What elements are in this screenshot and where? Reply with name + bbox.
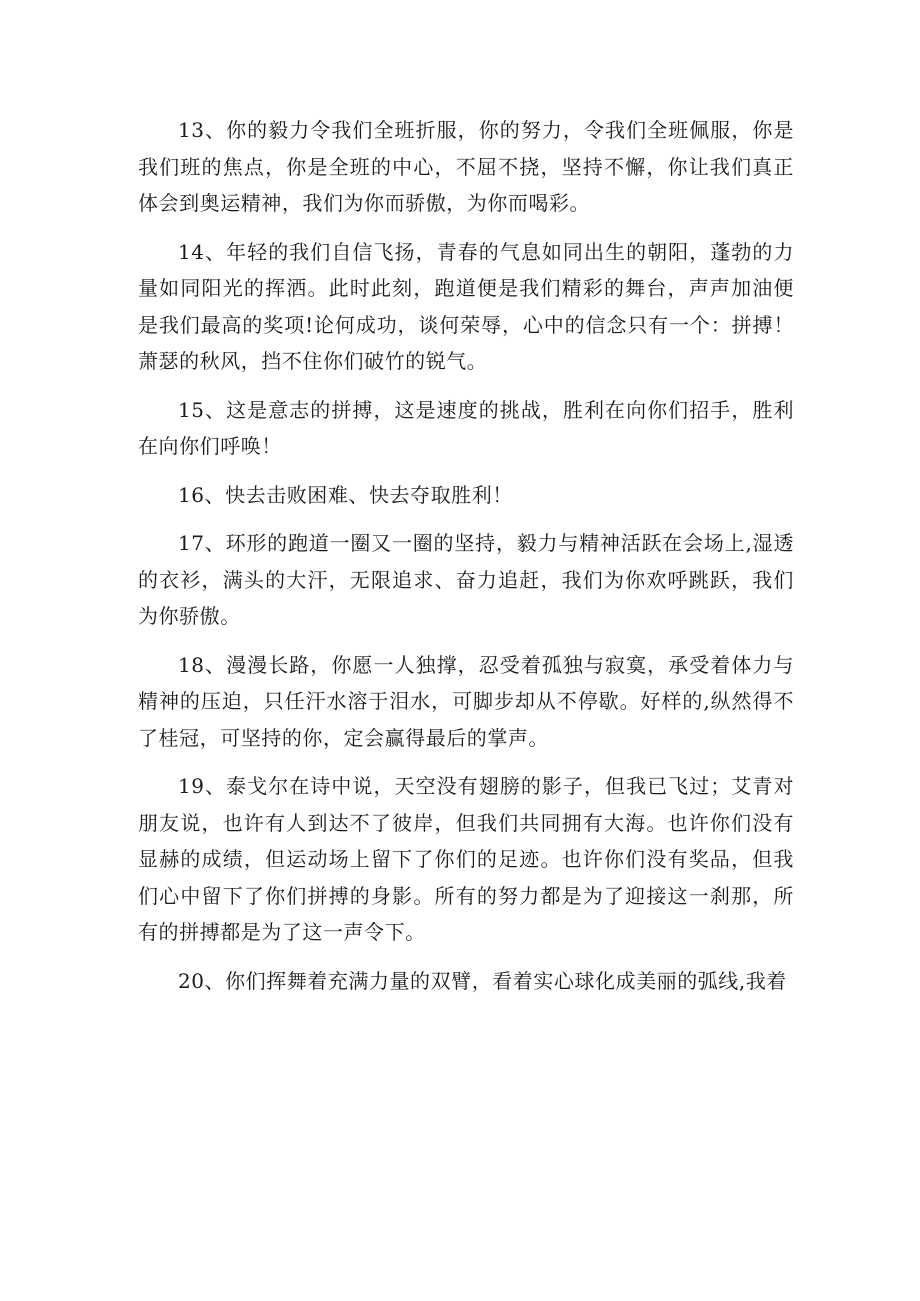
paragraph-14: 14、年轻的我们自信飞扬，青春的气息如同出生的朝阳，蓬勃的力量如同阳光的挥洒。此时此刻，跑道便是我们精彩的舞台，声声加油便是我们最高的奖项!论何成功，谈何荣辱，心中的信念只有一个：拼搏！萧瑟的秋风，挡不住你们破竹的锐气。: [138, 239, 794, 373]
paragraph-20: 20、你们挥舞着充满力量的双臂，看着实心球化成美丽的弧线,我着: [178, 968, 787, 993]
paragraph-18: 18、漫漫长路，你愿一人独撑，忍受着孤独与寂寞，承受着体力与精神的压迫，只任汗水溶于泪水，可脚步却从不停歇。好样的,纵然得不了桂冠，可坚持的你，定会赢得最后的掌声。: [138, 652, 794, 750]
document-body: [138, 112, 794, 1011]
paragraph-16: 16、快去击败困难、快去夺取胜利！: [178, 482, 513, 507]
paragraph-15: 15、这是意志的拼搏，这是速度的挑战，胜利在向你们招手，胜利在向你们呼唤！: [138, 397, 794, 458]
paragraph-17: 17、环形的跑道一圈又一圈的坚持，毅力与精神活跃在会场上,湿透的衣衫，满头的大汗，无限追求、奋力追赶，我们为你欢呼跳跃，我们为你骄傲。: [138, 531, 794, 628]
paragraph-19: 19、泰戈尔在诗中说，天空没有翅膀的影子，但我已飞过；艾青对朋友说，也许有人到达不了彼岸，但我们共同拥有大海。也许你们没有显赫的成绩，但运动场上留下了你们的足迹。也许你们没有奖品，但我们心中留下了你们拼搏的身影。所有的努力都是为了迎接这一刹那，所有的拼搏都是为了这一声令下。: [138, 774, 794, 944]
paragraph-13: 13、你的毅力令我们全班折服，你的努力，令我们全班佩服，你是我们班的焦点，你是全班的中心，不屈不挠，坚持不懈，你让我们真正体会到奥运精神，我们为你而骄傲，为你而喝彩。: [138, 118, 794, 215]
